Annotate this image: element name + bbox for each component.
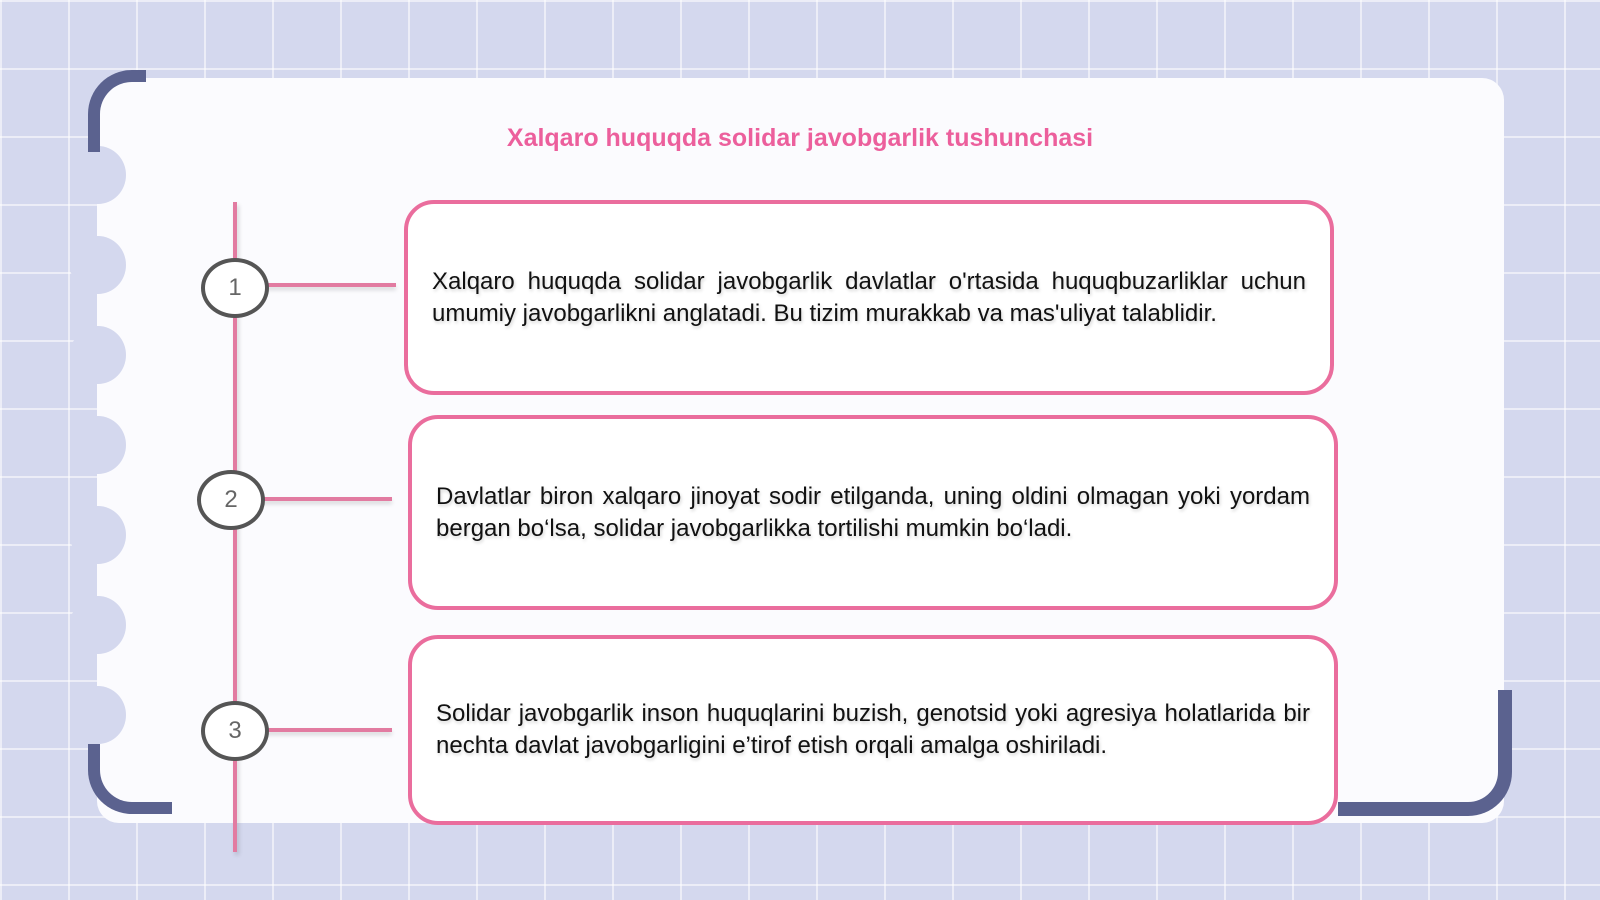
info-box-1 xyxy=(404,200,1334,395)
timeline-connector xyxy=(258,497,392,501)
step-number-2: 2 xyxy=(197,470,265,530)
sheet-notch xyxy=(70,236,126,294)
info-box-text: Xalqaro huquqda solidar javobgarlik davlatlar o'rtasida huquqbuzarliklar uchun umumiy javobgarlikni anglatadi. Bu tizim murakkab va mas'uliyat talablidir. xyxy=(432,267,1306,327)
info-box-text: Davlatlar biron xalqaro jinoyat sodir etilganda, uning oldini olmagan yoki yordam bergan bo‘lsa, solidar javobgarlikka tortilishi mumkin bo‘ladi. xyxy=(436,482,1310,542)
sheet-notch xyxy=(70,506,126,564)
timeline-connector xyxy=(262,283,396,287)
sheet-notch xyxy=(70,596,126,654)
sheet-notch xyxy=(70,686,126,744)
info-box-2 xyxy=(408,415,1338,610)
info-box-3 xyxy=(408,635,1338,825)
sheet-notch xyxy=(70,146,126,204)
sheet-notch xyxy=(70,326,126,384)
step-number-1: 1 xyxy=(201,258,269,318)
sheet-notch xyxy=(70,416,126,474)
slide-title: Xalqaro huquqda solidar javobgarlik tushunchasi xyxy=(506,124,1094,152)
info-box-text: Solidar javobgarlik inson huquqlarini buzish, genotsid yoki agresiya holatlarida bir nechta davlat javobgarligini e’tirof etish orqali amalga oshiriladi. xyxy=(436,700,1310,759)
step-number-3: 3 xyxy=(201,701,269,761)
corner-bracket-bottom-right xyxy=(1338,690,1512,816)
timeline-connector xyxy=(262,728,392,732)
